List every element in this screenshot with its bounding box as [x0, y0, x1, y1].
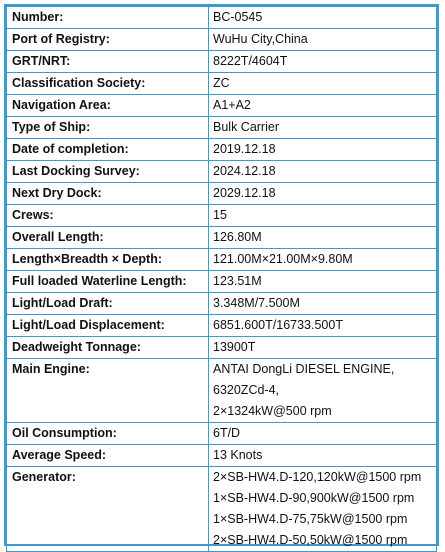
spec-value-line: A1+A2 — [213, 98, 251, 112]
spec-row — [7, 271, 437, 293]
spec-row — [7, 445, 437, 467]
spec-value-line: 1×SB-HW4.D-75,75kW@1500 rpm — [213, 512, 408, 526]
spec-label: Type of Ship: — [7, 117, 209, 139]
spec-value-line: 6T/D — [213, 426, 241, 440]
spec-label: Number: — [7, 7, 209, 29]
spec-row — [7, 205, 437, 227]
spec-label: GRT/NRT: — [7, 51, 209, 73]
spec-row — [7, 227, 437, 249]
spec-label: Oil Consumption: — [7, 423, 209, 445]
spec-value-line: 2019.12.18 — [213, 142, 276, 156]
spec-value-line: 2×SB-HW4.D-50,50kW@1500 rpm — [213, 533, 408, 547]
spec-row — [7, 95, 437, 117]
spec-value-line: 123.51M — [213, 274, 262, 288]
spec-label: Length×Breadth × Depth: — [7, 249, 209, 271]
ship-spec-sheet — [4, 4, 439, 546]
spec-value-line: 2029.12.18 — [213, 186, 276, 200]
spec-value — [209, 249, 437, 271]
spec-label: Navigation Area: — [7, 95, 209, 117]
spec-value — [209, 205, 437, 227]
spec-value-line: 121.00M×21.00M×9.80M — [213, 252, 353, 266]
spec-value — [209, 95, 437, 117]
spec-value-line: 2024.12.18 — [213, 164, 276, 178]
spec-value-line: 8222T/4604T — [213, 54, 288, 68]
spec-value — [209, 29, 437, 51]
spec-row — [7, 183, 437, 205]
spec-row — [7, 73, 437, 95]
spec-row — [7, 467, 437, 552]
spec-row — [7, 51, 437, 73]
spec-label: Crews: — [7, 205, 209, 227]
spec-value-line: Bulk Carrier — [213, 120, 279, 134]
spec-row — [7, 29, 437, 51]
spec-row — [7, 117, 437, 139]
spec-label: Main Engine: — [7, 359, 209, 423]
spec-label: Classification Society: — [7, 73, 209, 95]
spec-value-line: 13 Knots — [213, 448, 263, 462]
spec-label: Average Speed: — [7, 445, 209, 467]
spec-value-line: 126.80M — [213, 230, 262, 244]
spec-row — [7, 139, 437, 161]
spec-value — [209, 315, 437, 337]
spec-value-line: 15 — [213, 208, 227, 222]
spec-row — [7, 7, 437, 29]
spec-value-line: BC-0545 — [213, 10, 263, 24]
spec-value — [209, 139, 437, 161]
spec-value-line: 6320ZCd-4, — [213, 383, 280, 397]
spec-value-line: WuHu City,China — [213, 32, 308, 46]
spec-row — [7, 337, 437, 359]
spec-row — [7, 315, 437, 337]
spec-label: Generator: — [7, 467, 209, 552]
spec-value — [209, 445, 437, 467]
spec-value — [209, 293, 437, 315]
spec-value — [209, 51, 437, 73]
spec-value — [209, 337, 437, 359]
spec-label: Next Dry Dock: — [7, 183, 209, 205]
spec-value-line: 2×SB-HW4.D-120,120kW@1500 rpm — [213, 470, 422, 484]
spec-value — [209, 117, 437, 139]
spec-row — [7, 423, 437, 445]
spec-value — [209, 183, 437, 205]
spec-value — [209, 271, 437, 293]
spec-label: Last Docking Survey: — [7, 161, 209, 183]
ship-spec-table — [6, 6, 437, 552]
spec-value — [209, 161, 437, 183]
spec-value — [209, 359, 437, 423]
spec-label: Overall Length: — [7, 227, 209, 249]
spec-label: Full loaded Waterline Length: — [7, 271, 209, 293]
spec-value — [209, 423, 437, 445]
spec-value — [209, 227, 437, 249]
spec-value — [209, 73, 437, 95]
spec-label: Date of completion: — [7, 139, 209, 161]
spec-table-body — [7, 7, 437, 552]
spec-value — [209, 467, 437, 552]
spec-value-line: ANTAI DongLi DIESEL ENGINE, — [213, 362, 395, 376]
spec-value-line: ZC — [213, 76, 230, 90]
spec-row — [7, 293, 437, 315]
spec-row — [7, 249, 437, 271]
spec-label: Light/Load Draft: — [7, 293, 209, 315]
spec-value-line: 6851.600T/16733.500T — [213, 318, 343, 332]
spec-row — [7, 161, 437, 183]
spec-row — [7, 359, 437, 423]
spec-value — [209, 7, 437, 29]
spec-value-line: 1×SB-HW4.D-90,900kW@1500 rpm — [213, 491, 415, 505]
spec-label: Deadweight Tonnage: — [7, 337, 209, 359]
spec-value-line: 2×1324kW@500 rpm — [213, 404, 332, 418]
spec-label: Light/Load Displacement: — [7, 315, 209, 337]
spec-value-line: 13900T — [213, 340, 256, 354]
spec-label: Port of Registry: — [7, 29, 209, 51]
spec-value-line: 3.348M/7.500M — [213, 296, 300, 310]
